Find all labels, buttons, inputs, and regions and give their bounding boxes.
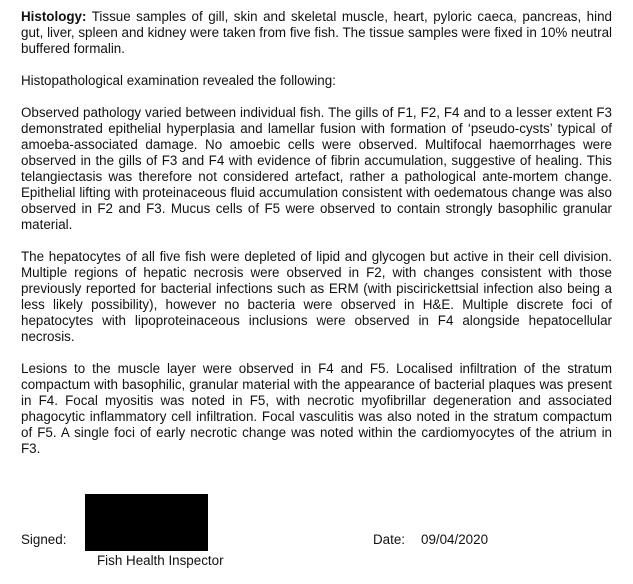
- muscle-findings-paragraph: Lesions to the muscle layer were observed in F4 and F5. Localised infiltration of the stratum compactum with basophilic, granular material with the appearance of bacterial plaques was present in F4. Focal myositis was noted in F5, with necrotic myofibrillar degeneration and associated phagocytic inflammatory cell infiltration. Focal vasculitis was also noted in the stratum compactum of F5. A single foci of early necrotic change was noted within the cardiomyocytes of the atrium in F3.: [21, 361, 612, 456]
- histology-label: Histology:: [21, 9, 87, 24]
- date-value: 09/04/2020: [421, 532, 489, 547]
- histology-paragraph: [21, 9, 612, 57]
- liver-findings-paragraph: The hepatocytes of all five fish were depleted of lipid and glycogen but active in their cell division. Multiple regions of hepatic necrosis were observed in F2, with changes consistent with those previously reported for bacterial infections such as ERM (with piscirickettsial infection also being a less likely possibility), however no bacteria were observed in H&E. Multiple discrete foci of hepatocytes with lipoproteinaceous inclusions were observed in F4 alongside hepatocellular necrosis.: [21, 249, 612, 344]
- report-body: [21, 9, 612, 457]
- date-label: Date:: [373, 532, 406, 547]
- redacted-signature: [85, 494, 208, 551]
- signed-label: Signed:: [21, 532, 67, 547]
- gill-findings-paragraph: Observed pathology varied between individual fish. The gills of F1, F2, F4 and to a lesser extent F3 demonstrated epithelial hyperplasia and lamellar fusion with formation of ‘pseudo-cysts’ typical of amoeba-associated damage. No amoebic cells were observed. Multifocal haemorrhages were observed in the gills of F3 and F4 with evidence of fibrin accumulation, suggestive of healing. This telangiectasis was therefore not considered artefact, rather a pathological ante-mortem change. Epithelial lifting with proteinaceous fluid accumulation consistent with oedematous change was also observed in F2 and F3. Mucus cells of F5 were observed to contain strongly basophilic granular material.: [21, 105, 612, 232]
- intro-text: Histopathological examination revealed the following:: [21, 73, 336, 88]
- histology-text: Tissue samples of gill, skin and skeletal muscle, heart, pyloric caeca, pancreas, hind gut, liver, spleen and kidney were taken from five fish. The tissue samples were fixed in 10% neutral buffered formalin.: [21, 9, 612, 56]
- inspector-role: Fish Health Inspector: [97, 553, 224, 568]
